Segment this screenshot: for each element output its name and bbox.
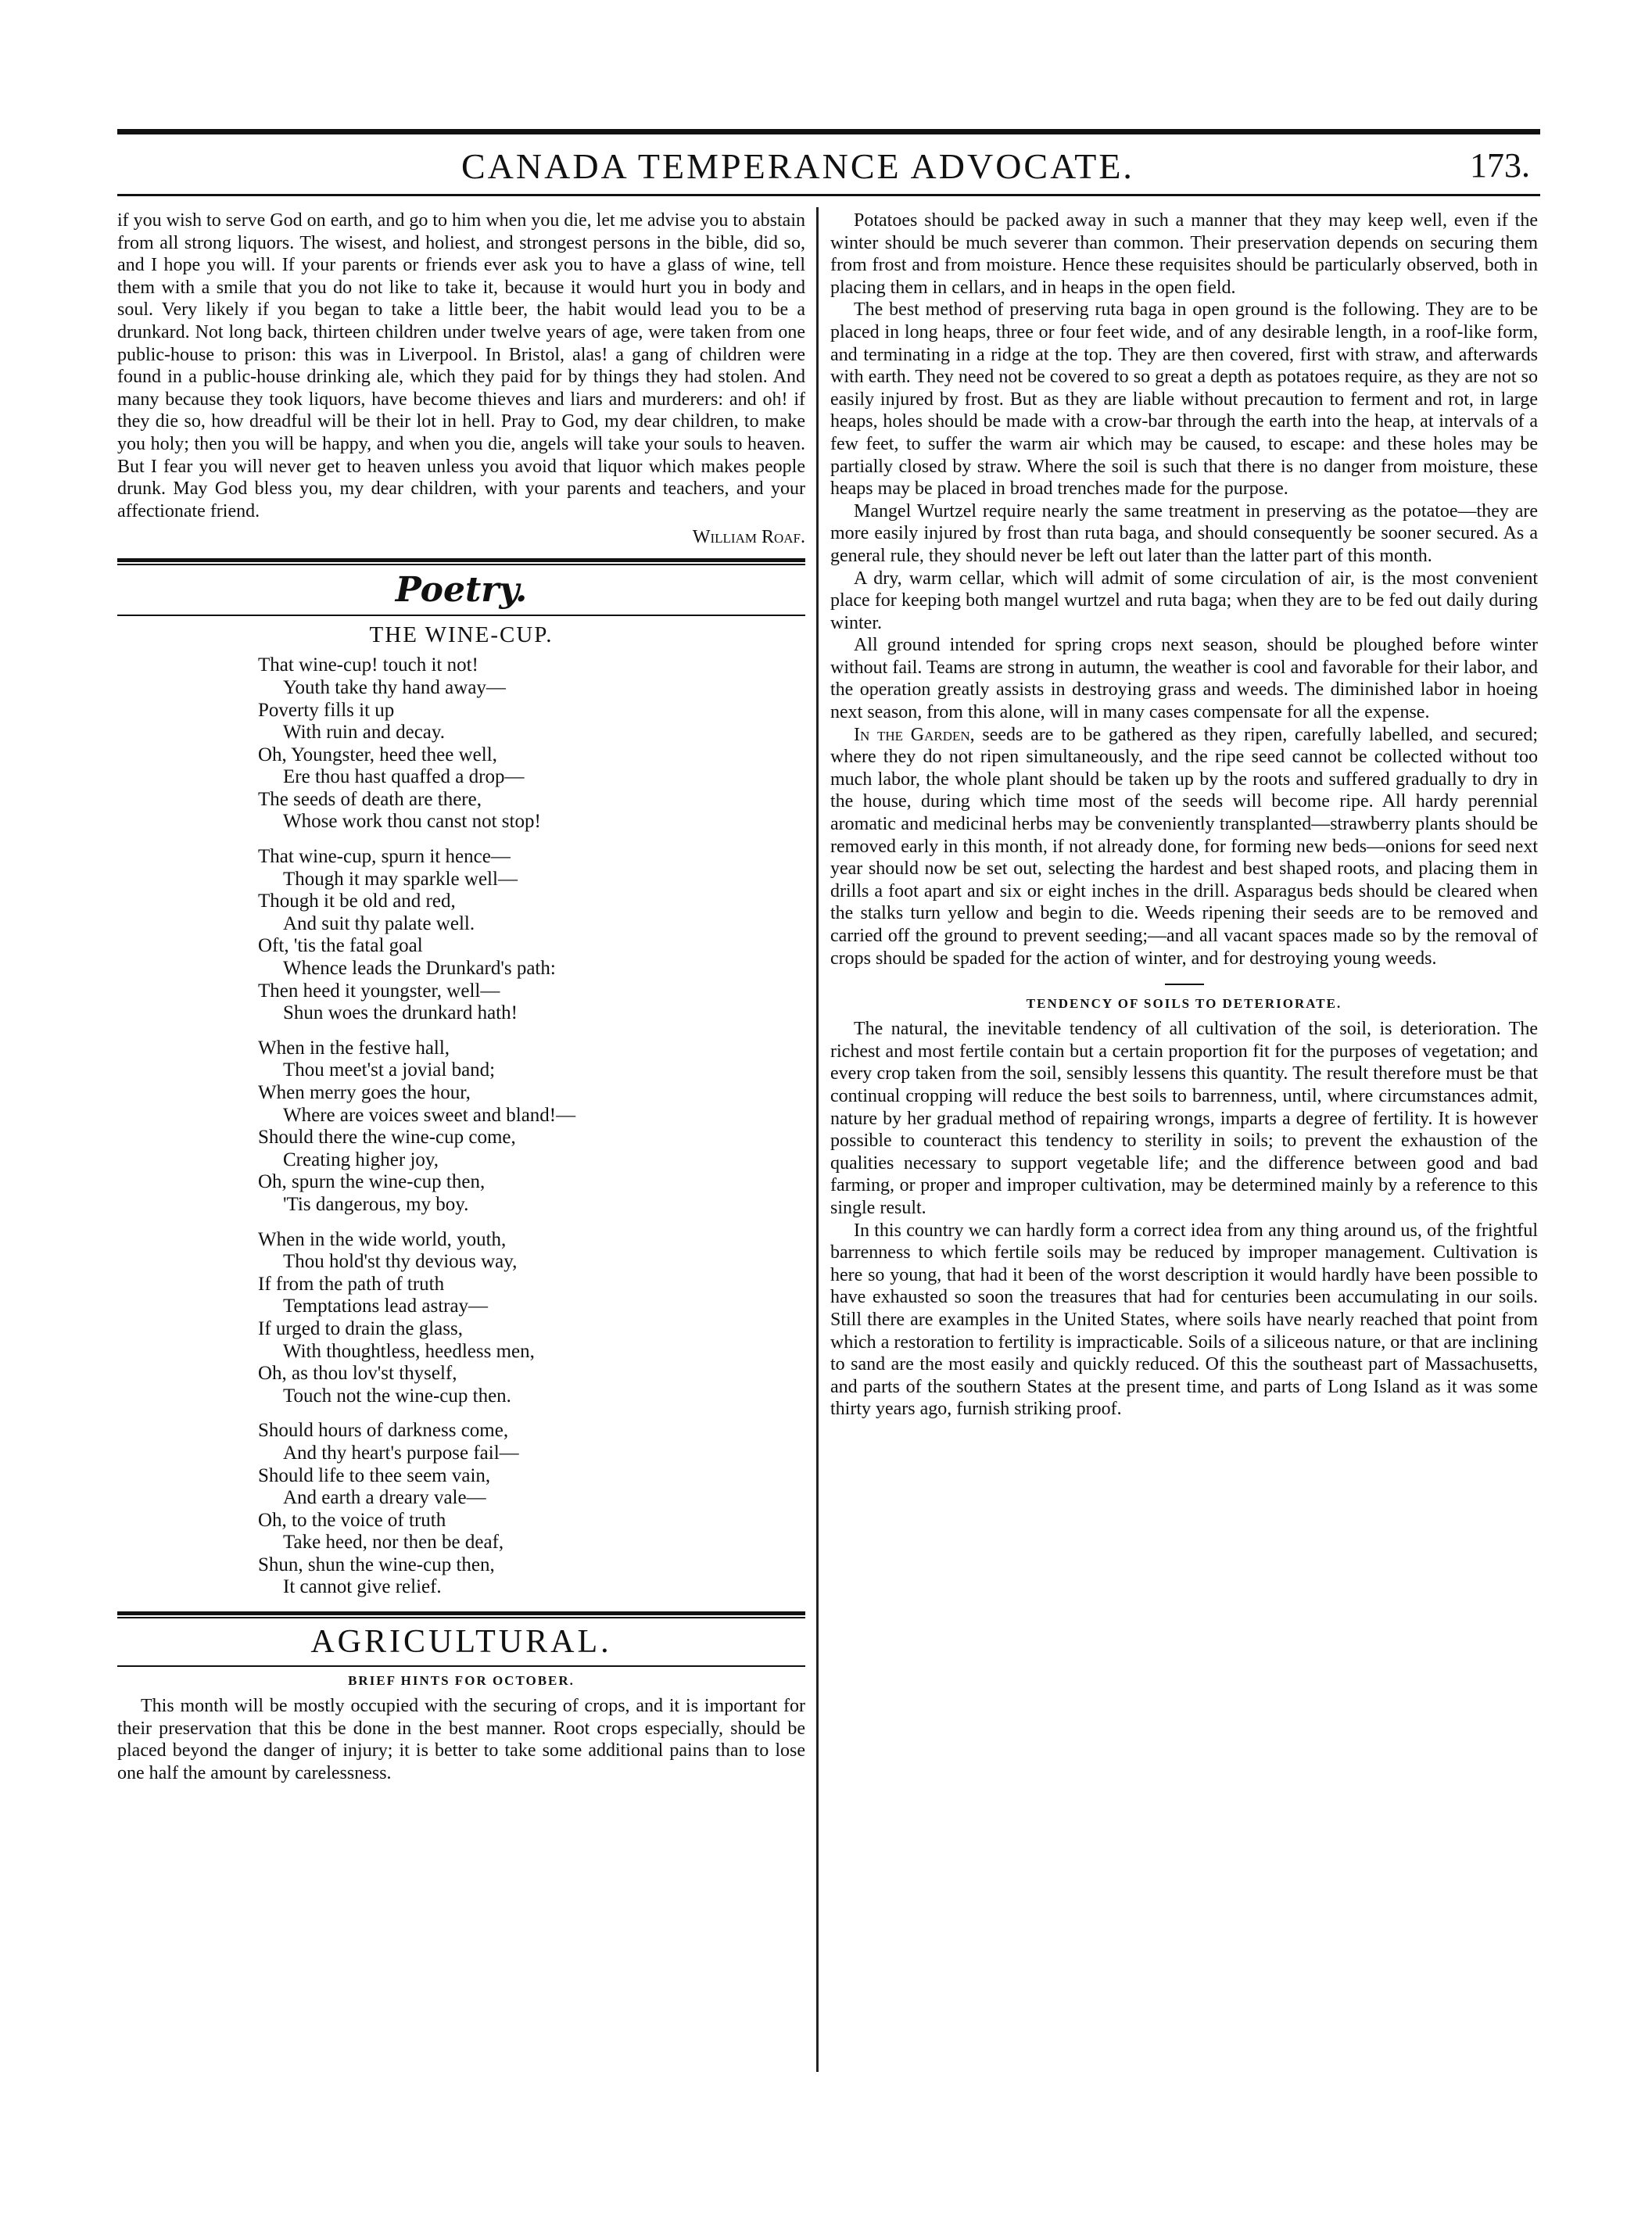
poem-line: With thoughtless, heedless men, [283, 1340, 535, 1362]
section-rule-thin [117, 564, 805, 565]
paragraph-text: Mangel Wurtzel require nearly the same treatment in preserving as the potatoe—they are more easily injured by frost than ruta baga, and should consequently be sooner secured. As a general rule, they should never be left out later than the latter part of this month. [830, 500, 1538, 566]
poem-line: Oh, Youngster, heed thee well, [258, 744, 497, 765]
poem-line: When in the festive hall, [258, 1037, 450, 1059]
letter-signature: William Roaf. [692, 527, 805, 548]
poem-line: Youth take thy hand away— [283, 676, 506, 698]
poem-line: Creating higher joy, [283, 1149, 439, 1170]
article-paragraph [830, 210, 1538, 299]
poem-stanza [258, 1038, 805, 1217]
paragraph-text: A dry, warm cellar, which will admit of some circulation of air, is the most convenient place for keeping both mangel wurtzel and ruta baga; when they are to be fed out daily during winter. [830, 568, 1538, 633]
paragraph-text: Potatoes should be packed away in such a manner that they may keep well, even if the winter should be much severer than common. Their preservation depends on securing them from frost and from moisture. Hence these requisites should be particularly observed, both in placing them in cellars, and in heaps in the open field. [830, 210, 1538, 298]
poem-line: When merry goes the hour, [258, 1082, 471, 1103]
poem-line: Ere thou hast quaffed a drop— [283, 766, 525, 788]
poem-line: That wine-cup! touch it not! [258, 654, 478, 676]
poem-line: Oh, as thou lov'st thyself, [258, 1363, 457, 1385]
poem-line: Poverty fills it up [258, 699, 395, 721]
poem-line: Touch not the wine-cup then. [283, 1385, 511, 1407]
poem-line: Oh, spurn the wine-cup then, [258, 1171, 486, 1193]
right-column [830, 210, 1538, 2072]
section-rule-thin [117, 1665, 805, 1667]
short-rule [1165, 984, 1204, 985]
page-number: 173. [1470, 146, 1530, 185]
tendency-paragraph: In this country we can hardly form a correct idea from any thing around us, of the frightful barrenness to which fertile soils may be reduced by improper management. Cultivation is here so young, that had it been of the worst description it would hardly have been possible to have exhausted so soon the treasures that had for centuries been accumulating in our soils. Still there are examples in the United States, where soils have nearly reached that point from which a restoration to fertility is impracticable. Soils of a siliceous nature, or that are inclining to sand are the most easily and quickly reduced. Of this the southeast part of Massachusetts, and parts of the southern States at the present time, and parts of Long Island as it was some thirty years ago, furnish striking proof. [830, 1220, 1538, 1420]
poem-stanza [258, 846, 805, 1025]
article-paragraph [830, 568, 1538, 635]
poem-line: It cannot give relief. [283, 1576, 442, 1598]
poem-line: Though it be old and red, [258, 891, 456, 912]
left-column [117, 210, 805, 2072]
header-rule-top [117, 129, 1540, 134]
tendency-heading: TENDENCY OF SOILS TO DETERIORATE. [1026, 996, 1342, 1012]
poem-line: Whose work thou canst not stop! [283, 811, 541, 833]
poem-line: That wine-cup, spurn it hence— [258, 846, 511, 868]
section-rule-thin [117, 615, 805, 616]
poem-line: Oft, 'tis the fatal goal [258, 935, 423, 957]
article-paragraph [830, 500, 1538, 568]
poem-line: Should hours of darkness come, [258, 1420, 509, 1442]
article-paragraph [830, 724, 1538, 970]
poem-line: 'Tis dangerous, my boy. [283, 1193, 469, 1215]
poem-line: If urged to drain the glass, [258, 1317, 463, 1339]
poem-line: Shun woes the drunkard hath! [283, 1002, 518, 1024]
poem-title: THE WINE-CUP. [369, 622, 554, 648]
poem-line: When in the wide world, youth, [258, 1228, 507, 1250]
paragraph-text: The best method of preserving ruta baga in open ground is the following. They are to be placed in long heaps, three or four feet wide, and of any desirable length, in a roof-like form, and terminating in a ridge at the top. They are then covered, first with straw, and afterwards with earth. They need not be covered to so great a depth as potatoes require, as they are not so easily injured by frost. But as they are liable without precaution to ferment and rot, in large heaps, holes should be made with a crow-bar through the earth into the heap, at intervals of a few feet, to suffer the warm air which may be caused, to escape: and these holes may be partially closed by straw. Where the soil is such that there is no danger from moisture, these heaps may be placed in broad trenches made for the purpose. [830, 299, 1538, 500]
poem-line: Then heed it youngster, well— [258, 980, 500, 1002]
poem-line: Take heed, nor then be deaf, [283, 1532, 504, 1554]
poetry-heading: Poetry. [395, 570, 528, 611]
poem-line: Where are voices sweet and bland!— [283, 1104, 576, 1126]
section-rule [117, 558, 805, 562]
agricultural-heading: AGRICULTURAL. [310, 1624, 612, 1661]
poem-line: And suit thy palate well. [283, 912, 475, 934]
tendency-paragraph: The natural, the inevitable tendency of all cultivation of the soil, is deterioration. The richest and most fertile contain but a certain proportion fit for the purposes of vegetation; and every crop taken from the soil, sensibly lessens this quantity. The result therefore must be that continual cropping will reduce the best soils to barrenness, until, where circumstances admit, nature by her gradual method of repairing wrongs, imparts a degree of fertility. It is however possible to counteract this tendency to sterility in soils; to prevent the exhaustion of the qualities necessary to support vegetable life; and the difference between good and bad farming, or proper and improper cultivation, may be determined mainly by a reference to this single result. [830, 1019, 1538, 1218]
running-title: CANADA TEMPERANCE ADVOCATE. [461, 146, 1134, 186]
paragraph-lead: In the Garden, [854, 724, 975, 745]
column-divider [816, 207, 819, 2072]
poem-line: Whence leads the Drunkard's path: [283, 958, 556, 980]
header-rule-bottom [117, 194, 1540, 196]
poem-line: The seeds of death are there, [258, 788, 482, 810]
article-paragraph [830, 299, 1538, 500]
paragraph-text: seeds are to be gathered as they ripen, carefully labelled, and secured; where they do not ripen simultaneously, and the ripe seed cannot be collected without too much labor, the whole plant should be taken up by the roots and suffered gradually to dry in the house, during which time most of the seeds will become ripe. All hardy perennial aromatic and medicinal herbs may be conveniently transplanted—strawberry plants should be removed early in this month, if not already done, for forming new beds—onions for seed next year should now be set out, selecting the hardest and best shaped roots, and placing them in drills a foot apart and six or eight inches in the drill. Asparagus beds should be cleared when the stalks turn yellow and begin to die. Weeds ripening their seeds are to be removed and carried off the ground to prevent seeding;—and all vacant spaces made so by the removal of crops should be spaded for the action of winter, and for destroying young weeds. [830, 724, 1538, 969]
brief-hints-heading: BRIEF HINTS FOR OCTOBER. [348, 1673, 575, 1689]
poem-line: Oh, to the voice of truth [258, 1509, 446, 1531]
poem-line: Though it may sparkle well— [283, 868, 518, 890]
poem-line: Thou meet'st a jovial band; [283, 1059, 496, 1081]
poem-line: Should there the wine-cup come, [258, 1127, 516, 1149]
poem-line: Should life to thee seem vain, [258, 1464, 491, 1486]
poem-stanza [258, 1229, 805, 1408]
poem-line: And earth a dreary vale— [283, 1487, 486, 1509]
article-paragraph [830, 634, 1538, 723]
poem-line: Thou hold'st thy devious way, [283, 1251, 518, 1273]
letter-text: if you wish to serve God on earth, and go to him when you die, let me advise you to abstain from all strong liquors. The wisest, and holiest, and strongest persons in the bible, did so, and I hope you will. If your parents or friends ever ask you to have a glass of wine, tell them with a smile that you do not like to take it, because it would hurt you in body and soul. Very likely if you began to take a little beer, the habit would lead you to be a drunkard. Not long back, thirteen children under twelve years of age, were taken from one public-house to prison: this was in Liverpool. In Bristol, alas! a gang of children were found in a public-house drinking ale, which they paid for by things they had stolen. And many because they took liquors, have become thieves and liars and murderers: and oh! if they die so, how dreadful will be their lot in hell. Pray to God, my dear children, to make you holy; then you will be happy, and when you die, angels will take your souls to heaven. But I fear you will never get to heaven unless you avoid that liquor which makes people drunk. May God bless you, my dear children, with your parents and teachers, and your affectionate friend. [117, 210, 805, 521]
brief-hints-text: This month will be mostly occupied with the securing of crops, and it is important for their preservation that this be done in the best manner. Root crops especially, should be placed beyond the danger of injury; it is better to take some additional pains than to lose one half the amount by carelessness. [117, 1696, 805, 1783]
section-rule-thin [117, 1617, 805, 1618]
poem-line: Shun, shun the wine-cup then, [258, 1554, 495, 1575]
poem-line: With ruin and decay. [283, 722, 446, 744]
poem-stanza [258, 654, 805, 833]
section-rule [117, 1611, 805, 1615]
poem-line: Temptations lead astray— [283, 1296, 489, 1317]
poem [258, 654, 805, 1599]
poem-stanza [258, 1420, 805, 1599]
poem-line: And thy heart's purpose fail— [283, 1442, 519, 1464]
paragraph-text: All ground intended for spring crops next season, should be ploughed before winter without fail. Teams are strong in autumn, the weather is cool and favorable for their labor, and the operation greatly assists in destroying grass and weeds. The diminished labor in hoeing next season, from this alone, will in many cases compensate for all the expense. [830, 635, 1538, 723]
poem-line: If from the path of truth [258, 1273, 445, 1295]
